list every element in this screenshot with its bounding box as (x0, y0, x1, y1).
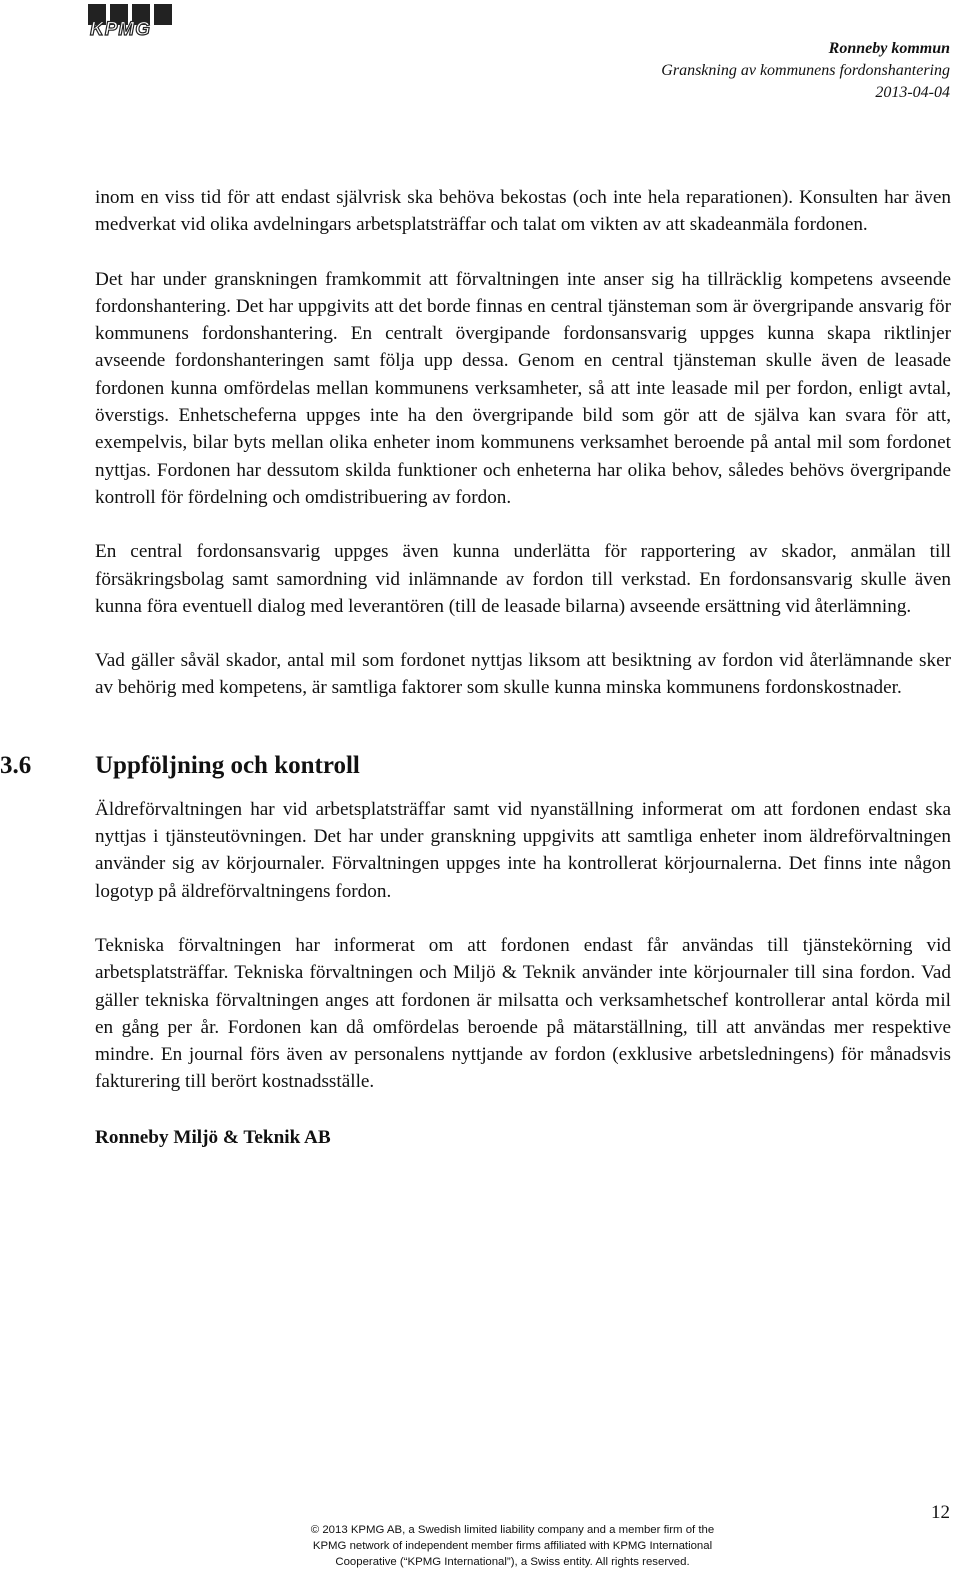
header-organization: Ronneby kommun (828, 40, 950, 57)
header-subtitle: Granskning av kommunens fordonshantering (661, 62, 950, 79)
paragraph-2: Det har under granskningen framkommit att förvaltningen inte anser sig ha tillräcklig kompetens avseende fordonshantering. Det har uppgivits att det borde finnas en central tjänsteman som är övergripande ansvarig för kommunens fordonshantering. En centralt övergipande fordonsansvarig uppges kunna skapa riktlinjer avseende fordonshanteringen samt följa upp dessa. Genom en central tjänsteman skulle även de leasade fordonen kunna omfördelas mellan kommunens verksamheter, så att inte leasade mil per fordon, enligt avtal, överstigs. Enhetscheferna uppges inte ha den övergripande bild som gör att de själva kan svara för att, exempelvis, bilar byts mellan olika enheter inom kommunens verksamhet beroende på antal mil som fordonet nyttjas. Fordonen har dessutom skilda funktioner och enheterna har olika behov, således behövs övergripande kontroll för fördelning och omdistribuering av fordon. (95, 268, 951, 508)
paragraph-4: Vad gäller såväl skador, antal mil som fordonet nyttjas liksom att besiktning av fordon vid återlämnande sker av behörig med kompetens, är samtliga faktorer som skulle kunna minska kommunens fordonskostnader. (95, 650, 951, 699)
subheading: Ronneby Miljö & Teknik AB (95, 1126, 331, 1148)
footer-line-2: KPMG network of independent member firms affiliated with KPMG International (312, 1540, 713, 1552)
footer-line-3: Cooperative (“KPMG International”), a Swiss entity. All rights reserved. (335, 1556, 690, 1568)
kpmg-logo (88, 4, 180, 38)
paragraph-1: inom en viss tid för att endast självrisk ska behöva bekostas (och inte hela reparationen). Konsulten har även medverkat vid olika avdelningars arbetsplatsträffar och talat om vikten av att skadeanmäla fordonen. (95, 187, 951, 236)
page-number: 12 (931, 1502, 950, 1523)
copyright-footer (260, 1522, 765, 1570)
header-date: 2013-04-04 (875, 84, 950, 101)
kpmg-logo-text: KPMG (90, 19, 151, 38)
section-number: 3.6 (0, 751, 32, 779)
section-heading (0, 746, 951, 786)
paragraph-6: Tekniska förvaltningen har informerat om att fordonen endast får användas till tjänstekörning vid arbetsplatsträffar. Tekniska förvaltningen och Miljö & Teknik använder inte körjournaler till sina fordon. Vad gäller tekniska förvaltningen anges att fordonen är milsatta och verksamhetschef kontrollerar antal körda mil en gång per år. Fordonen kan då omfördelas beroende på mätarställning, till att användas mer respektive mindre. En journal förs även av personalens nyttjande av fordon (exklusive arbetsledningens) för månadsvis fakturering till berört kostnadsställe. (95, 934, 951, 1093)
document-body (0, 184, 951, 1151)
section-title: Uppföljning och kontroll (95, 751, 360, 779)
footer-line-1: © 2013 KPMG AB, a Swedish limited liability company and a member firm of the (310, 1524, 715, 1536)
paragraph-5: Äldreförvaltningen har vid arbetsplatsträffar samt vid nyanställning informerat om att fordonen endast ska nyttjas i tjänsteutövningen. Det har under granskning uppgivits att samtliga enheter inom äldreförvaltningen använder sig av körjournaler. Förvaltningen uppges inte ha kontrollerat körjournalerna. Det finns inte någon logotyp på äldreförvaltningens fordon. (95, 798, 951, 902)
document-header (661, 38, 950, 104)
paragraph-3: En central fordonsansvarig uppges även kunna underlätta för rapportering av skador, anmälan till försäkringsbolag samt samordning vid inlämnande av fordon till verkstad. En fordonsansvarig skulle även kunna föra eventuell dialog med leverantören (till de leasade bilarna) avseende ersättning vid återlämning. (95, 541, 951, 617)
